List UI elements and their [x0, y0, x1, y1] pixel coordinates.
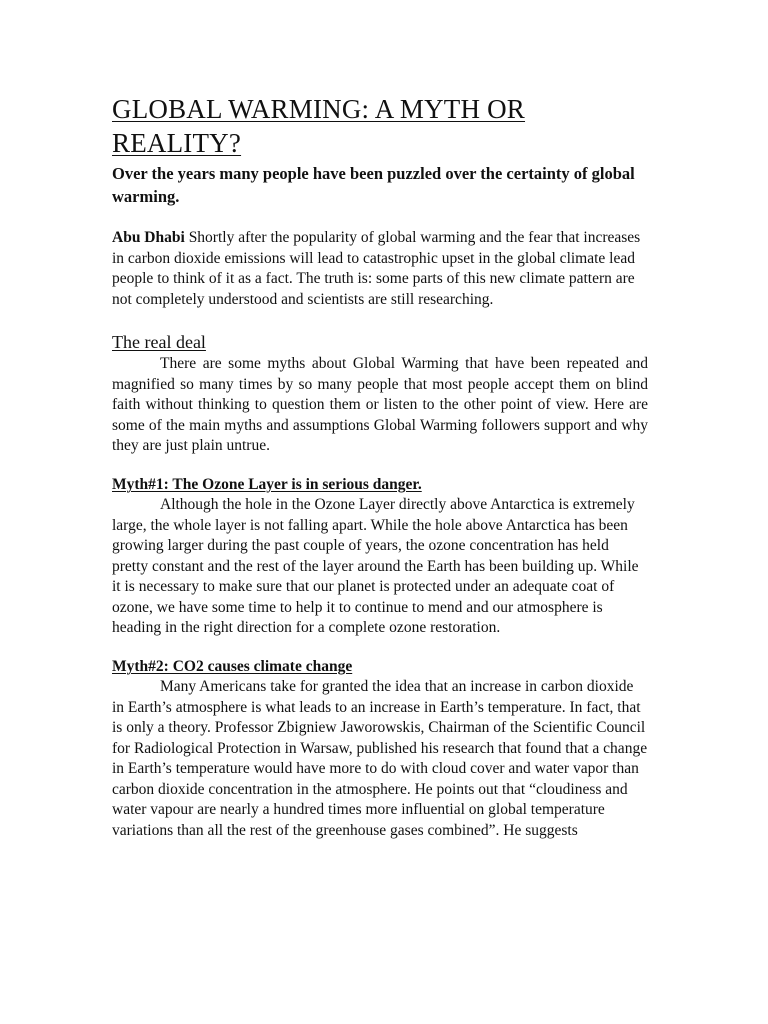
- myth-1-paragraph: Although the hole in the Ozone Layer directly above Antarctica is extremely large, the whole layer is not falling apart. While the hole above Antarctica has been growing larger during the past couple of years, the ozone concentration has held pretty constant and the rest of the layer around the Earth has been building up. While it is necessary to make sure that our planet is protected under an adequate coat of ozone, we have some time to help it to continue to mend and our atmosphere is heading in the right direction for a complete ozone restoration.: [112, 496, 639, 636]
- myth-1-heading: Myth#1: The Ozone Layer is in serious danger.: [112, 475, 422, 493]
- section-paragraph-real-deal: There are some myths about Global Warming that have been repeated and magnified so many times by so many people that most people accept them on blind faith without thinking to question them or listen to the other point of view. Here are some of the main myths and assumptions Global Warming followers support and why they are just plain untrue.: [112, 355, 648, 454]
- document-title: GLOBAL WARMING: A MYTH OR REALITY?: [112, 94, 526, 158]
- section-heading-real-deal: The real deal: [112, 332, 206, 352]
- intro-paragraph: [112, 228, 648, 310]
- intro-text: Shortly after the popularity of global warming and the fear that increases in carbon dioxide emissions will lead to catastrophic upset in the global climate lead people to think of it as a fact. The truth is: some parts of this new climate pattern are not completely understood and scientists are still researching.: [112, 229, 641, 308]
- dateline-place: Abu Dhabi: [112, 229, 185, 246]
- myth-2-paragraph: Many Americans take for granted the idea that an increase in carbon dioxide in Earth’s atmosphere is what leads to an increase in Earth’s temperature. In fact, that is only a theory. Professor Zbigniew Jaworowskis, Chairman of the Scientific Council for Radiological Protection in Warsaw, published his research that found that a change in Earth’s temperature would have more to do with cloud cover and water vapor than carbon dioxide concentration in the atmosphere. He points out that “cloudiness and water vapour are nearly a hundred times more influential on global temperature variations than all the rest of the greenhouse gases combined”. He suggests: [112, 678, 648, 839]
- document-page: [112, 92, 648, 841]
- document-subtitle: Over the years many people have been puzzled over the certainty of global warming.: [112, 164, 635, 206]
- myth-2-heading: Myth#2: CO2 causes climate change: [112, 657, 353, 675]
